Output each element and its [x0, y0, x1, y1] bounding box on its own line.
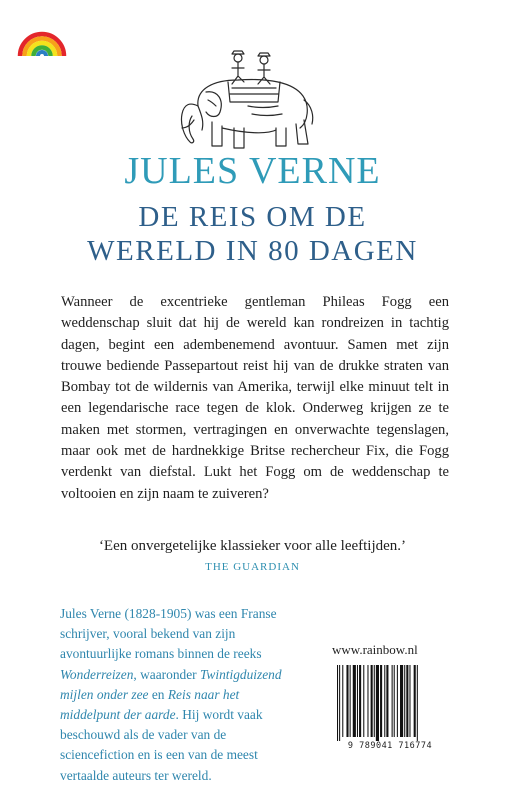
barcode-bar	[380, 665, 382, 737]
barcode-bar	[350, 665, 351, 737]
barcode-bar	[394, 665, 395, 737]
rainbow-logo-icon	[16, 18, 68, 58]
barcode-bar	[376, 665, 379, 741]
barcode-bar	[363, 665, 364, 737]
bio-text-4: . Hij wordt vaak beschouwd als de vader van de sciencefiction en is een van de meest vertaalde auteurs ter wereld.	[60, 707, 263, 783]
author-bio	[60, 604, 300, 786]
bio-text-1: Jules Verne (1828-1905) was een Franse schrijver, vooral bekend van zijn avontuurlijke romans binnen de reeks	[60, 606, 277, 662]
review-quote: ‘Een onvergetelijke klassieker voor alle leeftijden.’	[98, 538, 407, 554]
barcode-bar	[374, 665, 375, 737]
author-name: JULES VERNE	[124, 150, 381, 192]
bio-series-title: Wonderreizen	[60, 666, 134, 682]
bio-book-title-1: Twintigduizend mijlen onder zee	[60, 666, 282, 702]
barcode-bar	[346, 665, 348, 737]
barcode-bar	[414, 665, 416, 737]
barcode-bar	[339, 665, 340, 741]
blurb-text: Wanneer de excentrieke gentleman Phileas Fogg een weddenschap sluit dat hij de wereld kan rondreizen in tachtig dagen, begint een adembenemend avontuur. Samen met zijn trouwe bediende Passepartout reist hij van de drukke straten van Bombay tot de wildernis van Amerika, terwijl elke minuut telt in een legendarische race tegen de klok. Onderweg krijgen ze te maken met stormen, vertragingen en onverwachte tegenslagen, maar ook met de hardnekkige Britse rechercheur Fix, die Fogg verdenkt van diefstal. Lukt het Fogg om de weddenschap te voltooien en zijn naam te zuiveren?	[61, 294, 449, 502]
barcode-bar	[409, 665, 410, 737]
publisher-website: www.rainbow.nl	[332, 642, 418, 657]
elephant-riders-icon	[168, 44, 338, 152]
book-title-line-1: DE REIS OM DE	[138, 201, 367, 233]
quote-source: THE GUARDIAN	[205, 561, 300, 573]
barcode-bar	[359, 665, 361, 737]
barcode-bar	[371, 665, 373, 737]
barcode-bar	[384, 665, 385, 737]
barcode-bar	[406, 665, 408, 737]
bio-text-2: , waaronder	[133, 666, 200, 682]
barcode-bar	[367, 665, 368, 737]
barcode	[329, 663, 451, 757]
barcode-bar	[357, 665, 358, 737]
bio-text-3: en	[148, 686, 168, 702]
book-title-line-2: WERELD IN 80 DAGEN	[87, 235, 418, 267]
barcode-bars	[329, 663, 451, 743]
barcode-bar	[397, 665, 398, 737]
barcode-bar	[337, 665, 338, 741]
barcode-bar	[400, 665, 403, 737]
barcode-bar	[386, 665, 388, 737]
barcode-bar	[392, 665, 393, 737]
barcode-bar	[404, 665, 405, 737]
barcode-bar	[417, 665, 418, 741]
barcode-bar	[342, 665, 343, 737]
barcode-bar	[353, 665, 356, 737]
bio-book-title-2: Reis naar het middelpunt der aarde	[60, 686, 240, 723]
isbn-number: 9 789041 716774	[347, 741, 433, 751]
